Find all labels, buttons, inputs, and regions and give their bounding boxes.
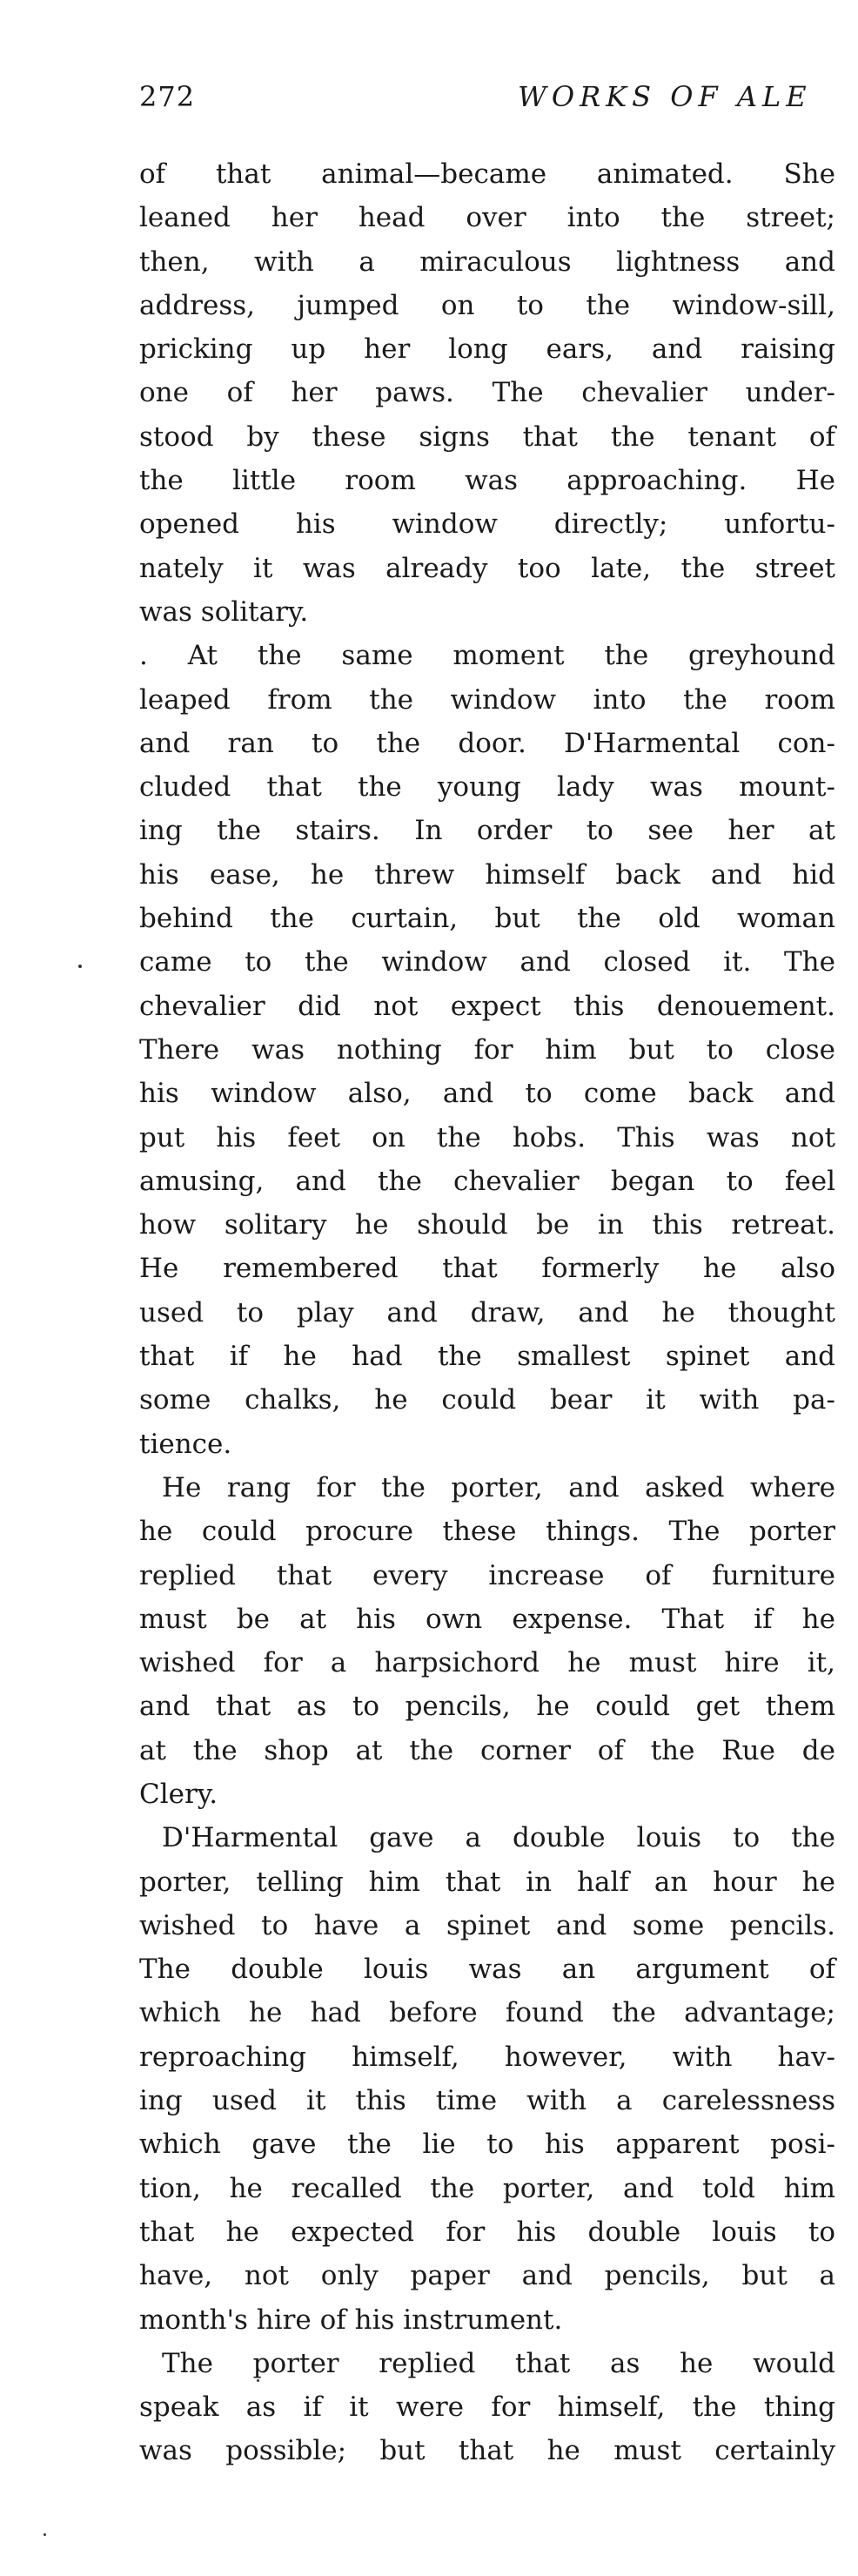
ink-speck: [257, 2379, 259, 2382]
text-line: his ease, he threw himself back and hid: [139, 858, 835, 891]
text-line: he could procure these things. The porter: [139, 1516, 835, 1548]
text-line: then, with a miraculous lightness and: [139, 245, 835, 278]
ink-speck: [44, 2533, 46, 2536]
text-line: must be at his own expense. That if he: [139, 1603, 835, 1635]
text-line: ing the stairs. In order to see her at: [139, 815, 835, 847]
text-line: tion, he recalled the porter, and told him: [139, 2172, 835, 2204]
text-line: cluded that the young lady was mount-: [139, 771, 835, 804]
page-number: 272: [139, 80, 196, 113]
text-line: wished to have a spinet and some pencils.: [139, 1909, 835, 1941]
running-head: [139, 80, 858, 124]
text-line: some chalks, he could bear it with pa-: [139, 1384, 835, 1416]
text-line: behind the curtain, but the old woman: [139, 903, 835, 935]
text-line: chevalier did not expect this denouement.: [139, 990, 835, 1022]
text-line: was solitary.: [139, 595, 309, 628]
text-line: wished for a harpsichord he must hire it,: [139, 1647, 835, 1679]
text-line: speak as if it were for himself, the thing: [139, 2391, 835, 2424]
text-line: came to the window and closed it. The: [139, 946, 835, 979]
text-line: opened his window directly; unfortu-: [139, 508, 835, 541]
text-line: Clery.: [139, 1778, 218, 1810]
text-line: reproaching himself, however, with hav-: [139, 2041, 835, 2073]
text-line: . At the same moment the greyhound: [139, 640, 835, 672]
text-line: replied that every increase of furniture: [139, 1559, 835, 1591]
text-line: address, jumped on to the window-sill,: [139, 289, 835, 321]
text-line: porter, telling him that in half an hour he: [139, 1866, 835, 1898]
text-line: that he expected for his double louis to: [139, 2216, 835, 2248]
text-line: that if he had the smallest spinet and: [139, 1341, 835, 1373]
text-line: month's hire of his instrument.: [139, 2304, 563, 2336]
text-line: amusing, and the chevalier began to feel: [139, 1165, 835, 1197]
text-line: tience.: [139, 1428, 232, 1460]
text-line: put his feet on the hobs. This was not: [139, 1121, 835, 1153]
text-line: how solitary he should be in this retreat.: [139, 1209, 835, 1241]
text-line: of that animal—became animated. She: [139, 158, 835, 190]
text-line: The porter replied that as he would: [162, 2347, 835, 2379]
body-text: [139, 152, 835, 2473]
text-line: which he had before found the advantage;: [139, 1997, 835, 2029]
text-line: the little room was approaching. He: [139, 465, 835, 497]
text-line: was possible; but that he must certainly: [139, 2435, 835, 2467]
text-line: used to play and draw, and he thought: [139, 1296, 835, 1328]
text-line: D'Harmental gave a double louis to the: [162, 1822, 835, 1854]
text-line: The double louis was an argument of: [139, 1954, 835, 1986]
text-line: at the shop at the corner of the Rue de: [139, 1734, 835, 1766]
text-line: He remembered that formerly he also: [139, 1253, 835, 1285]
text-line: nately it was already too late, the street: [139, 552, 835, 584]
text-line: leaned her head over into the street;: [139, 202, 835, 234]
ink-speck: [78, 965, 82, 968]
text-line: and ran to the door. D'Harmental con-: [139, 727, 835, 759]
text-line: ing used it this time with a carelessness: [139, 2085, 835, 2117]
text-line: stood by these signs that the tenant of: [139, 420, 835, 453]
text-line: pricking up her long ears, and raising: [139, 333, 835, 366]
text-line: one of her paws. The chevalier under-: [139, 377, 835, 409]
text-line: He rang for the porter, and asked where: [162, 1471, 835, 1503]
text-line: leaped from the window into the room: [139, 683, 835, 716]
text-line: which gave the lie to his apparent posi-: [139, 2129, 835, 2161]
text-line: his window also, and to come back and: [139, 1078, 835, 1110]
text-line: have, not only paper and pencils, but a: [139, 2260, 835, 2292]
text-line: and that as to pencils, he could get them: [139, 1691, 835, 1723]
text-line: There was nothing for him but to close: [139, 1033, 835, 1066]
running-title: WORKS OF ALE: [518, 80, 812, 113]
